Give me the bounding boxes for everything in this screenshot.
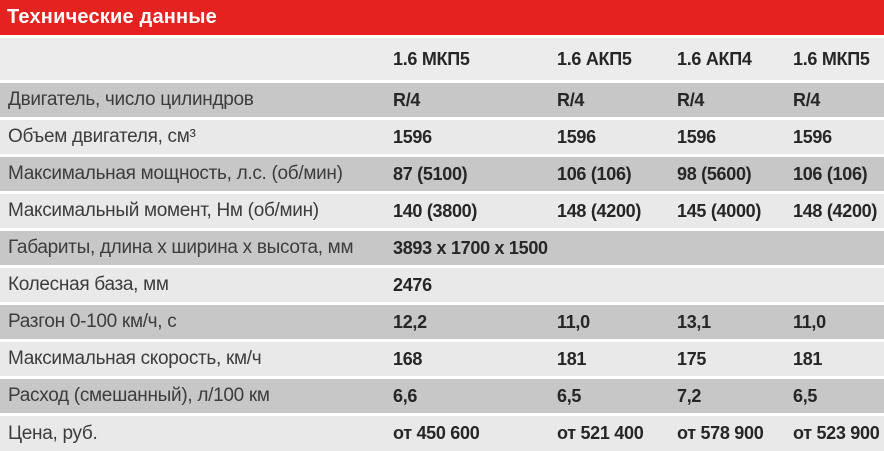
cell-value: 1596 (677, 126, 716, 147)
row-label: Расход (смешанный), л/100 км (8, 385, 270, 406)
column-header-variant-4: 1.6 МКП5 (793, 48, 870, 69)
table-row-acceleration (0, 305, 884, 339)
cell-value: 3893 x 1700 x 1500 (393, 237, 548, 258)
cell-value: 148 (4200) (793, 200, 878, 221)
cell-value: от 450 600 (393, 423, 480, 443)
cell-value: R/4 (557, 89, 585, 110)
cell-value: 11,0 (793, 311, 826, 332)
cell-value: от 578 900 (677, 423, 764, 443)
table-row-fuel-consumption (0, 379, 884, 413)
cell-value: R/4 (793, 89, 821, 110)
row-label: Разгон 0-100 км/ч, с (8, 311, 177, 332)
row-label: Цена, руб. (8, 422, 98, 444)
cell-value: от 523 900 (793, 423, 880, 443)
row-label: Максимальная мощность, л.с. (об/мин) (8, 163, 343, 184)
cell-value: 140 (3800) (393, 200, 478, 221)
cell-value: 181 (793, 348, 823, 369)
cell-value: R/4 (677, 89, 705, 110)
cell-value: 12,2 (393, 311, 427, 332)
table-row-price (0, 416, 884, 451)
cell-value: 145 (4000) (677, 200, 762, 221)
cell-value: 6,5 (793, 385, 818, 406)
table-row-max-power (0, 157, 884, 191)
cell-value: 11,0 (557, 311, 590, 332)
cell-value: 181 (557, 348, 587, 369)
cell-value: 7,2 (677, 385, 702, 406)
row-label: Максимальная скорость, км/ч (8, 348, 262, 369)
column-header-variant-2: 1.6 АКП5 (557, 48, 632, 69)
table-title-bar (0, 0, 884, 35)
cell-value: 106 (106) (557, 163, 632, 184)
cell-value: 6,6 (393, 385, 418, 406)
row-label: Двигатель, число цилиндров (8, 89, 254, 110)
table-row-top-speed (0, 342, 884, 376)
row-label: Максимальный момент, Нм (об/мин) (8, 200, 319, 221)
table-row-engine-cylinders (0, 83, 884, 117)
table-row-wheelbase (0, 268, 884, 302)
row-label: Колесная база, мм (8, 274, 169, 295)
table-row-max-torque (0, 194, 884, 228)
cell-value: 98 (5600) (677, 163, 752, 184)
column-header-variant-3: 1.6 АКП4 (677, 48, 752, 69)
cell-value: 6,5 (557, 385, 582, 406)
cell-value: 106 (106) (793, 163, 868, 184)
cell-value: 168 (393, 348, 423, 369)
row-label: Габариты, длина x ширина x высота, мм (8, 237, 354, 258)
cell-value: 13,1 (677, 311, 711, 332)
cell-value: 2476 (393, 274, 432, 295)
cell-value: 148 (4200) (557, 200, 642, 221)
column-header-row (0, 38, 884, 80)
cell-value: 1596 (393, 126, 432, 147)
column-header-variant-1: 1.6 МКП5 (393, 48, 470, 69)
cell-value: 1596 (557, 126, 596, 147)
table-title: Технические данные (7, 6, 217, 28)
cell-value: 175 (677, 348, 707, 369)
cell-value: 1596 (793, 126, 832, 147)
table-row-displacement (0, 120, 884, 154)
table-row-dimensions (0, 231, 884, 265)
cell-value: от 521 400 (557, 423, 644, 443)
cell-value: 87 (5100) (393, 163, 468, 184)
cell-value: R/4 (393, 89, 421, 110)
row-label: Объем двигателя, см³ (8, 126, 196, 147)
